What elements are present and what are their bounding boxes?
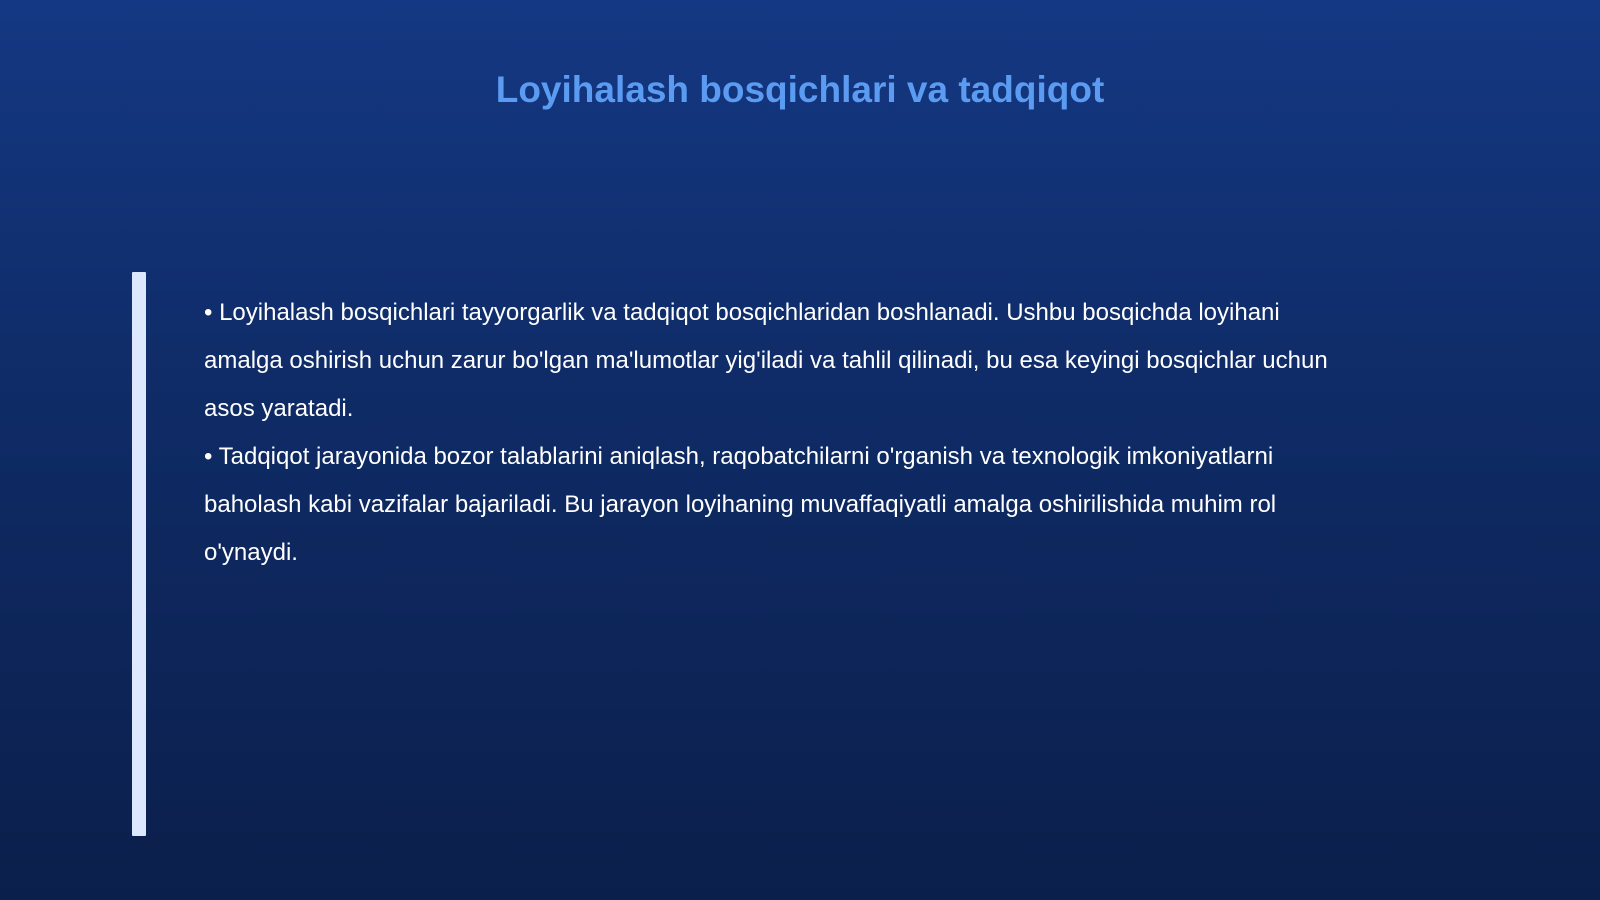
accent-bar [132,272,146,836]
slide-body [204,289,1364,577]
slide-title: Loyihalash bosqichlari va tadqiqot [495,69,1105,110]
bullet-paragraph-1: • Loyihalash bosqichlari tayyorgarlik va tadqiqot bosqichlaridan boshlanadi. Ushbu bosqichda loyihani amalga oshirish uchun zarur bo'lgan ma'lumotlar yig'iladi va tahlil qilinadi, bu esa keyingi bosqichlar uchun asos yaratadi. [204,299,1328,422]
bullet-paragraph-2: • Tadqiqot jarayonida bozor talablarini aniqlash, raqobatchilarni o'rganish va texnologik imkoniyatlarni baholash kabi vazifalar bajariladi. Bu jarayon loyihaning muvaffaqiyatli amalga oshirilishida muhim rol o'ynaydi. [204,443,1277,566]
